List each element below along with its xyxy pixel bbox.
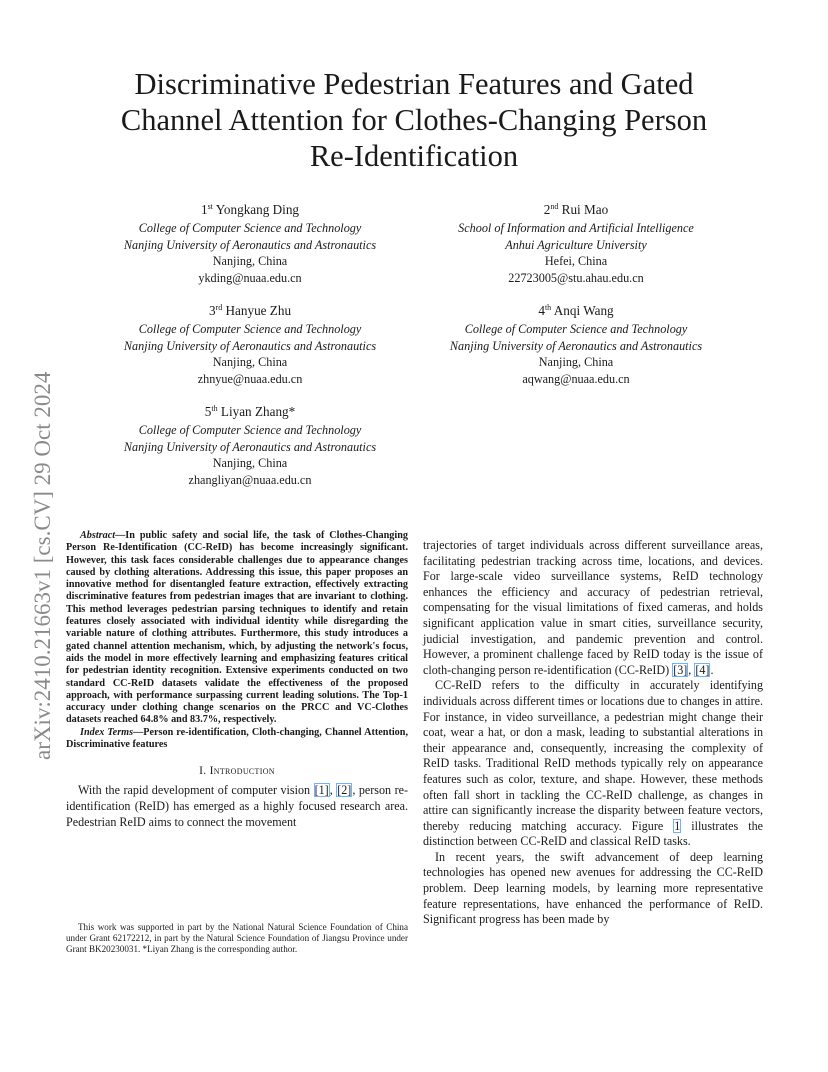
author-location: Nanjing, China [212, 456, 288, 471]
author-inst: Nanjing University of Aeronautics and Astronautics [123, 237, 377, 252]
author-inst: Nanjing University of Aeronautics and Astronautics [449, 338, 703, 353]
section-number: I. [199, 765, 207, 778]
citation-link[interactable]: [4] [695, 662, 710, 677]
index-terms-text: —Person re-identification, Cloth-changing, Channel Attention, Discriminative features [66, 726, 408, 751]
author-block-2 [430, 202, 722, 287]
author-block-4 [430, 303, 722, 388]
author-dept: School of Information and Artificial Intelligence [458, 220, 694, 235]
figure-link[interactable]: 1 [674, 818, 681, 833]
author-dept: College of Computer Science and Technology [138, 220, 362, 235]
title-line: Channel Attention for Clothes-Changing Person [120, 103, 708, 137]
author-block-5 [100, 404, 400, 489]
paper-title [90, 66, 738, 174]
footnote: This work was supported in part by the National Natural Science Foundation of China under Grant 62172212, in part by the Natural Science Foundation of Jiangsu Province under Grant BK20230031. *Liyan Zhang is the corresponding author. [66, 922, 408, 954]
author-name: 1st Yongkang Ding [200, 202, 300, 217]
author-email[interactable]: ykding@nuaa.edu.cn [198, 271, 302, 286]
author-inst: Nanjing University of Aeronautics and Astronautics [123, 439, 377, 454]
author-name: 3rd Hanyue Zhu [208, 303, 292, 318]
index-terms [66, 727, 408, 752]
author-email[interactable]: 22723005@stu.ahau.edu.cn [508, 271, 644, 286]
author-dept: College of Computer Science and Technology [138, 321, 362, 336]
author-block-3 [100, 303, 400, 388]
author-location: Nanjing, China [538, 355, 614, 370]
author-name: 5th Liyan Zhang* [204, 404, 296, 419]
author-name: 2nd Rui Mao [543, 202, 609, 217]
author-inst: Nanjing University of Aeronautics and Astronautics [123, 338, 377, 353]
citation-link[interactable]: [2] [337, 783, 352, 798]
intro-paragraph: With the rapid development of computer vision [1], [2], person re-identification (ReID) has emerged as a highly focused research area. Pedestrian ReID aims to connect the movement [66, 783, 409, 829]
index-terms-label: Index Terms [80, 726, 134, 738]
author-dept: College of Computer Science and Technology [138, 422, 362, 437]
body-paragraph: trajectories of target individuals across different surveillance areas, facilitating pedestrian tracking across time, locations, and devices. For large-scale video surveillance systems, ReID technology enhances the efficiency and accuracy of pedestrian retrieval, compensating for the visual limitations of fixed cameras, and holds significant application value in smart cities, surveillance security, judicial investigation, and pandemic prevention and control. However, a prominent challenge faced by ReID today is the issue of cloth-changing person re-identification (CC-ReID) [3], [4]. [423, 538, 763, 677]
left-column [66, 530, 408, 830]
citation-link[interactable]: [3] [673, 662, 688, 677]
abstract-text: —In public safety and social life, the task of Clothes-Changing Person Re-Identification (CC-ReID) has become increasingly significant. However, this task faces considerable challenges due to appearance changes caused by clothing alterations. Addressing this issue, this paper proposes an innovative method for disentangled feature extraction, effectively extracting discriminative features from pedestrian images that are invariant to clothing. This method leverages pedestrian parsing techniques to identify and retain features closely associated with individual identity while disregarding the variable nature of clothing attributes. Furthermore, this study introduces a gated channel attention mechanism, which, by adjusting the network's focus, aids the model in more effectively learning and emphasizing features critical for pedestrian identity recognition. Extensive experiments conducted on two standard CC-ReID datasets validate the effectiveness of the proposed approach, with performance surpassing current leading solutions. The Top-1 accuracy under clothing change scenarios on the PRCC and VC-Clothes datasets reached 64.8% and 83.7%, respectively. [66, 530, 408, 726]
right-column [423, 538, 763, 928]
body-paragraph: CC-ReID refers to the difficulty in accurately identifying individuals across different times or locations due to changes in attire. For instance, in video surveillance, a pedestrian might change their coat, wear a hat, or don a mask, leading to substantial alterations in their appearance and, consequently, increasing the complexity of ReID tasks. Traditional ReID methods typically rely on appearance features such as color, texture, and shape. However, these methods often fall short in tackling the CC-ReID challenge, as changes in attire can significantly increase the disparity between feature vectors, thereby reducing matching accuracy. Figure 1 illustrates the distinction between CC-ReID and classical ReID tasks. [423, 678, 763, 849]
author-name: 4th Anqi Wang [538, 303, 614, 318]
author-location: Hefei, China [544, 254, 608, 269]
abstract-label: Abstract [80, 530, 116, 541]
abstract [66, 530, 408, 727]
section-heading [66, 765, 408, 777]
arxiv-id: arXiv:2410.21663v1 [cs.CV] 29 Oct 2024 [30, 371, 55, 760]
citation-link[interactable]: [1] [314, 783, 329, 798]
author-location: Nanjing, China [212, 254, 288, 269]
author-inst: Anhui Agriculture University [505, 237, 647, 252]
author-email[interactable]: aqwang@nuaa.edu.cn [522, 372, 630, 387]
body-paragraph: In recent years, the swift advancement of deep learning technologies has opened new avenues for addressing the CC-ReID problem. Deep learning models, by learning more representative feature representations, have enhanced the performance of ReID. Significant progress has been made by [423, 849, 763, 927]
author-email[interactable]: zhnyue@nuaa.edu.cn [197, 372, 303, 387]
title-line: Discriminative Pedestrian Features and Gated [134, 67, 694, 101]
title-line: Re-Identification [309, 139, 519, 173]
author-dept: College of Computer Science and Technology [464, 321, 688, 336]
author-location: Nanjing, China [212, 355, 288, 370]
author-block-1 [100, 202, 400, 287]
author-email[interactable]: zhangliyan@nuaa.edu.cn [188, 473, 312, 488]
section-title: Introduction [209, 765, 275, 778]
arxiv-stamp [12, 290, 62, 760]
